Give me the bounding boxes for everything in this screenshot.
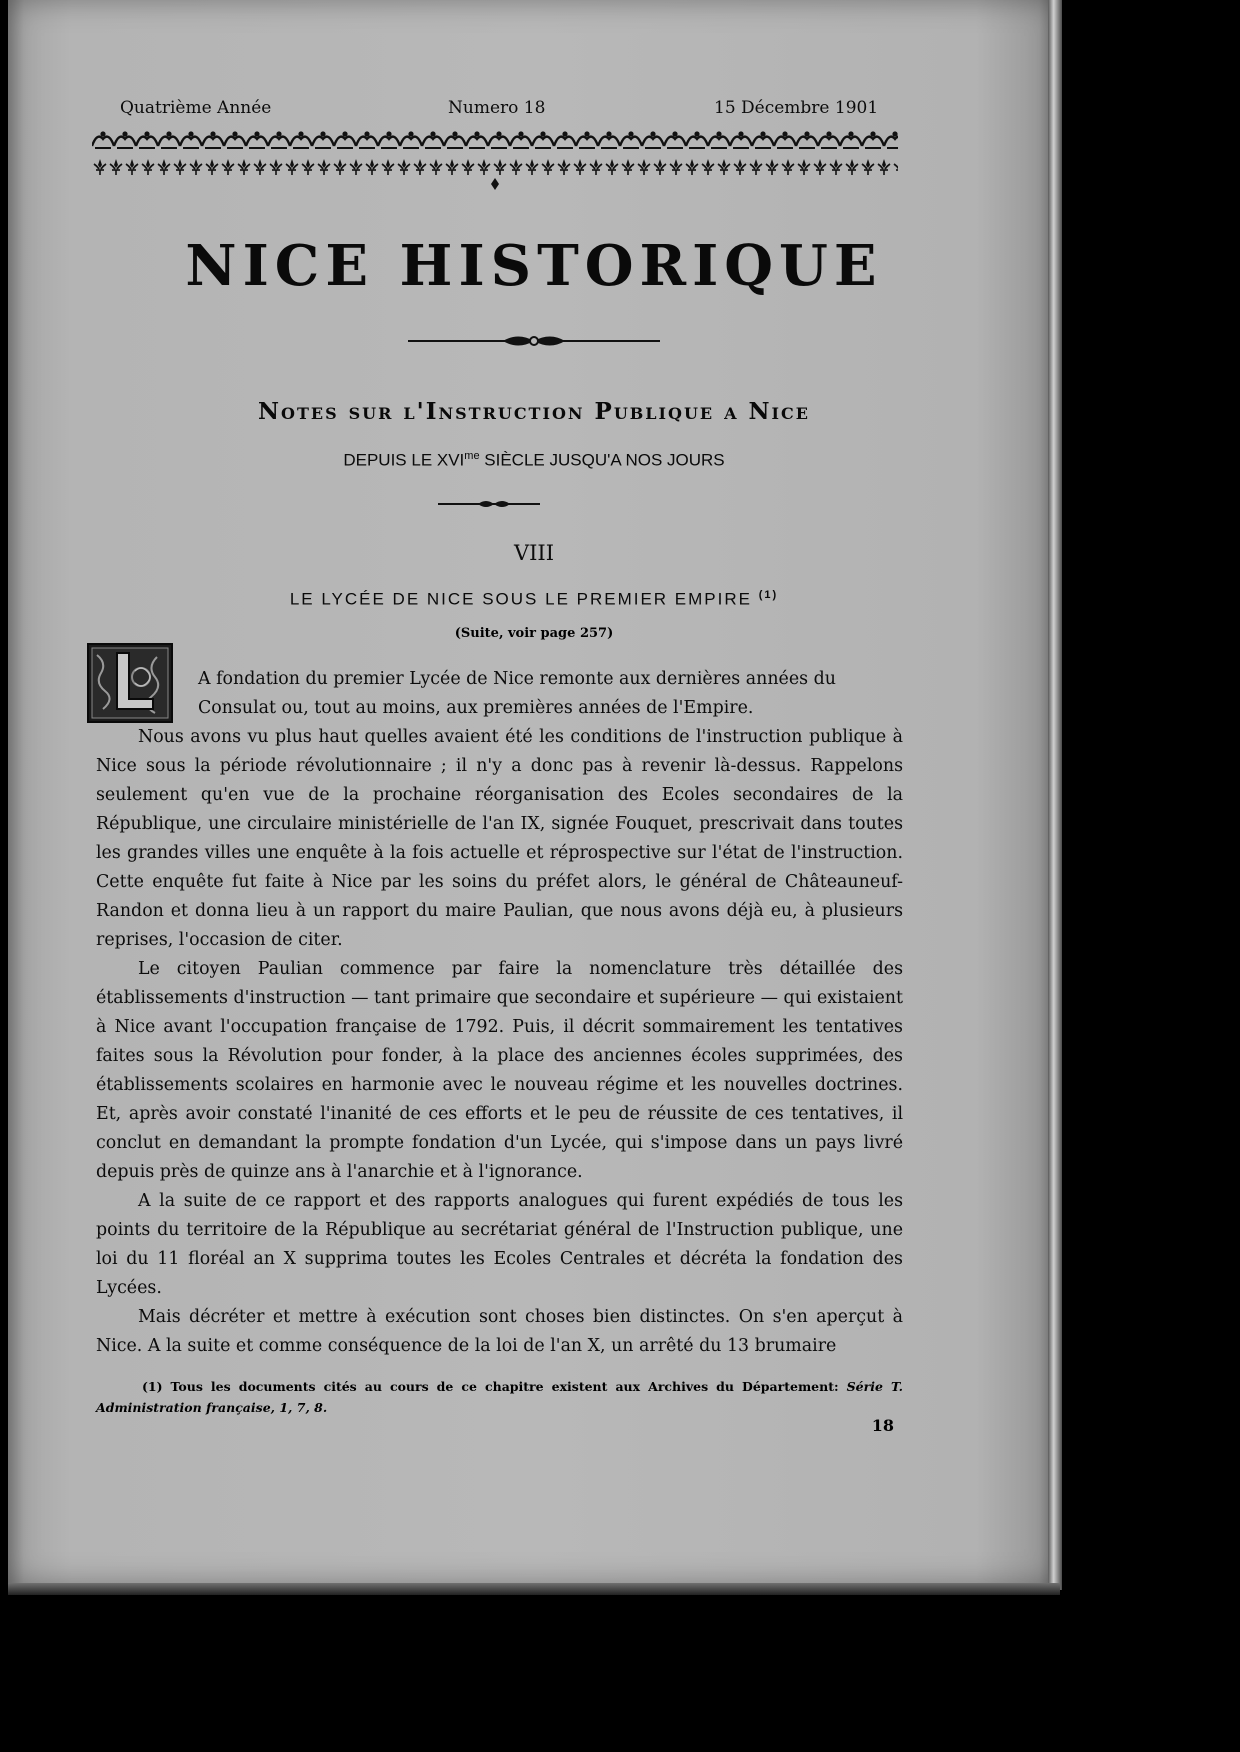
- footnote-text: (1) Tous les documents cités au cours de ce chapitre existent aux Archives du Département:: [142, 1379, 847, 1394]
- subtitle-prefix: DEPUIS LE XVI: [343, 450, 465, 470]
- chapter-number: VIII: [513, 541, 555, 565]
- continuation-note: (Suite, voir page 257): [454, 626, 614, 641]
- journal-page: [8, 0, 1060, 1585]
- footnote-series: Série T. Administration française, 1, 7, 8.: [96, 1379, 904, 1415]
- article-title: Notes sur l'Instruction Publique a Nice: [258, 398, 810, 425]
- article-subtitle: [8, 450, 1060, 471]
- fleuron-divider: [8, 332, 1060, 350]
- chapter-title: LE LYCÉE DE NICE SOUS LE PREMIER EMPIRE: [289, 589, 752, 609]
- paragraph-4: A la suite de ce rapport et des rapports analogues qui furent expédiés de tous les points du territoire de la République au secrétariat général de l'Instruction publique, une loi du 11 floréal an X supprima toutes les Ecoles Centrales et décréta la fondation des Lycées.: [96, 1191, 903, 1298]
- article-body: [96, 665, 903, 1361]
- subtitle-sup: me: [464, 450, 480, 462]
- issue-label: Numero 18: [448, 98, 546, 118]
- subtitle-suffix: SIÈCLE JUSQU'A NOS JOURS: [479, 450, 725, 470]
- ornamental-border-top: [92, 128, 898, 150]
- fleur-de-lis-border: [92, 158, 898, 194]
- page-bottom-edge: [8, 1583, 1060, 1595]
- date-label: 15 Décembre 1901: [714, 98, 879, 118]
- chapter-footnote-ref: (1): [758, 589, 779, 601]
- paragraph-1-line-1: A fondation du premier Lycée de Nice remonte aux dernières années du: [198, 669, 836, 689]
- footnote: [96, 1376, 903, 1418]
- masthead-title: NICE HISTORIQUE: [185, 233, 883, 299]
- paragraph-3: Le citoyen Paulian commence par faire la nomenclature très détaillée des établissements d'instruction — tant primaire que secondaire et supérieure — qui existaient à Nice avant l'occupation française de 1792. Puis, il décrit sommairement les tentatives faites sous la Révolution pour fonder, à la place des anciennes écoles supprimées, des établissements scolaires en harmonie avec le nouveau régime et les nouvelles doctrines. Et, après avoir constaté l'inanité de ces efforts et le peu de réussite de ces tentatives, il conclut en demandant la prompte fondation d'un Lycée, qui s'impose dans un pays livré depuis près de quinze ans à l'anarchie et à l'ignorance.: [96, 959, 903, 1182]
- page-number: 18: [871, 1416, 894, 1435]
- paragraph-1: [96, 665, 903, 723]
- small-fleuron-divider: [8, 497, 1060, 511]
- paragraph-2: Nous avons vu plus haut quelles avaient été les conditions de l'instruction publique à Nice sous la période révolutionnaire ; il n'y a donc pas à revenir là-dessus. Rappelons seulement qu'en vue de la prochaine réorganisation des Ecoles secondaires de la République, une circulaire ministérielle de l'an IX, signée Fouquet, prescrivait dans toutes les grandes villes une enquête à la fois actuelle et réprospective sur l'état de l'instruction. Cette enquête fut faite à Nice par les soins du préfet alors, le général de Châteauneuf-Randon et donna lieu à un rapport du maire Paulian, que nous avons déjà eu, à plusieurs reprises, l'occasion de citer.: [96, 727, 903, 950]
- paragraph-1-line-2: Consulat ou, tout au moins, aux premières années de l'Empire.: [198, 698, 754, 718]
- year-label: Quatrième Année: [120, 98, 272, 118]
- paragraph-5: Mais décréter et mettre à exécution sont choses bien distinctes. On s'en aperçut à Nice. A la suite et comme conséquence de la loi de l'an X, un arrêté du 13 brumaire: [96, 1307, 903, 1356]
- chapter-heading: [8, 589, 1060, 610]
- page-edge-shadow: [1048, 0, 1062, 1590]
